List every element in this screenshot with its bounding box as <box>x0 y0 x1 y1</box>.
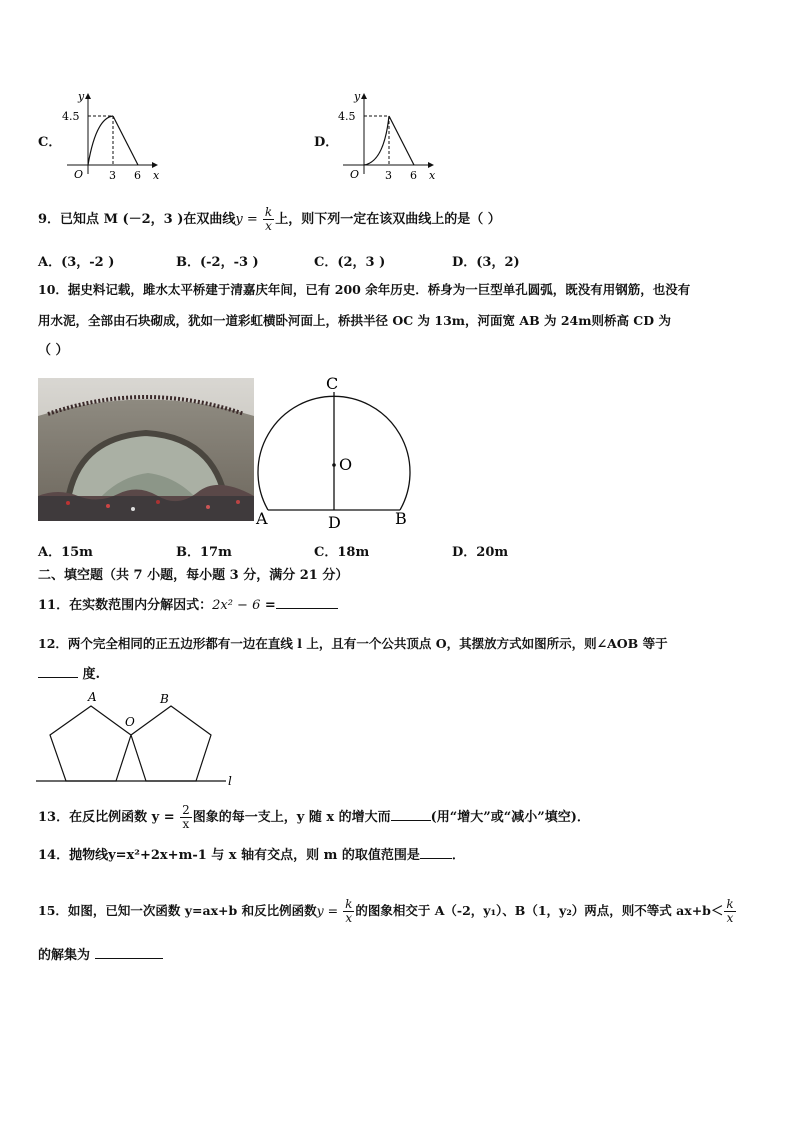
q9-suffix: 上，则下列一定在该双曲线上的是（ ） <box>275 212 501 227</box>
q13-answer-blank[interactable] <box>391 808 431 821</box>
q9-option-c[interactable]: C．(2，3 ) <box>314 255 386 270</box>
q15-line-2: 的解集为 <box>38 946 163 966</box>
y-tick-label: 4.5 <box>62 110 80 123</box>
q10-option-c[interactable]: C．18m <box>314 545 370 560</box>
q10-option-b[interactable]: B．17m <box>176 545 232 560</box>
q14-answer-blank[interactable] <box>420 846 452 859</box>
origin-label: O <box>350 168 360 181</box>
label-c: C <box>326 374 339 393</box>
y-tick-label: 4.5 <box>338 110 356 123</box>
bridge-photo <box>38 378 254 521</box>
q12-line-1: 12．两个完全相同的正五边形都有一边在直线 l 上，且有一个公共顶点 O，其摆放方式如图所示，则∠AOB 等于 <box>38 636 668 651</box>
q15-fraction-2: $\frac{k}{x}$ <box>726 897 734 925</box>
option-c-label: C． <box>38 135 62 150</box>
curve-rise <box>364 116 389 165</box>
label-a: A <box>256 509 268 528</box>
q10-line-1: 10．据史料记载，雎水太平桥建于清嘉庆年间，已有 200 余年历史．桥身为一巨型单孔圆弧，既没有用钢筋，也没有 <box>38 282 691 297</box>
q9-option-b[interactable]: B．(-2，-3 ) <box>176 255 259 270</box>
q12-line-2: 度. <box>38 665 100 685</box>
x-tick-label-3: 3 <box>385 169 392 182</box>
q10-option-d[interactable]: D．20m <box>452 545 509 560</box>
q10-line-3: （ ） <box>38 343 69 358</box>
x-tick-label-3: 3 <box>109 169 116 182</box>
section-2-heading: 二、填空题（共 7 小题，每小题 3 分，满分 21 分） <box>38 568 349 583</box>
question-13: 13．在反比例函数 y = $\frac{2}{x}$ 图象的每一支上，y 随 x 的增大而 (用“增大”或“减小”填空)． <box>38 803 590 831</box>
origin-label: O <box>74 168 84 181</box>
y-axis-label: y <box>354 90 361 103</box>
q10-option-a[interactable]: A．15m <box>38 545 93 560</box>
q11-answer-blank[interactable] <box>276 596 338 609</box>
q11-expression: 2x² − 6 <box>212 598 261 613</box>
label-l: l <box>228 774 232 788</box>
x-axis-label: x <box>429 169 436 182</box>
pentagon-right <box>131 706 211 781</box>
pentagon-diagram <box>36 688 236 788</box>
label-b: B <box>395 509 407 528</box>
q9-option-a[interactable]: A．(3，-2 ) <box>38 255 115 270</box>
graph-c <box>62 88 172 182</box>
q9-eq: y = <box>235 212 262 227</box>
option-d-label: D． <box>314 135 339 150</box>
y-axis-label: y <box>78 90 85 103</box>
question-11: 11．在实数范围内分解因式：2x² − 6 = <box>38 596 338 616</box>
question-14: 14．抛物线y=x²+2x+m-1 与 x 轴有交点，则 m 的取值范围是 ． <box>38 848 465 863</box>
label-o: O <box>125 715 135 729</box>
graph-d <box>338 88 448 182</box>
q13-fraction: $\frac{2}{x}$ <box>182 803 190 831</box>
q12-answer-blank[interactable] <box>38 665 78 678</box>
pentagon-left <box>50 706 131 781</box>
q9-fraction: $\frac{k}{x}$ <box>264 205 273 233</box>
center-point <box>332 463 336 467</box>
arch-diagram <box>254 372 414 532</box>
question-9 <box>38 206 501 233</box>
question-15: 15．如图，已知一次函数 y=ax+b 和反比例函数y = $\frac{k}{x}$ 的图象相交于 A（-2，y₁）、B（1，y₂）两点，则不等式 ax+b＜ $\frac{k}{x}$ <box>38 897 734 925</box>
label-a: A <box>88 690 97 704</box>
label-d: D <box>328 513 341 532</box>
curve-rise <box>88 116 113 165</box>
label-o: O <box>339 455 353 474</box>
line-fall <box>389 116 414 165</box>
line-fall <box>113 116 138 165</box>
q9-prefix: 9．已知点 M (－2，3 )在双曲线 <box>38 212 236 227</box>
x-tick-label-6: 6 <box>410 169 417 182</box>
q15-fraction-1: $\frac{k}{x}$ <box>345 897 353 925</box>
q15-answer-blank[interactable] <box>95 946 163 959</box>
q10-line-2: 用水泥，全部由石块砌成，犹如一道彩虹横卧河面上，桥拱半径 OC 为 13m，河面宽 AB 为 24m则桥高 CD 为 <box>38 313 671 328</box>
q9-option-d[interactable]: D．(3，2) <box>452 255 520 270</box>
x-tick-label-6: 6 <box>134 169 141 182</box>
label-b: B <box>160 692 169 706</box>
x-axis-label: x <box>153 169 160 182</box>
